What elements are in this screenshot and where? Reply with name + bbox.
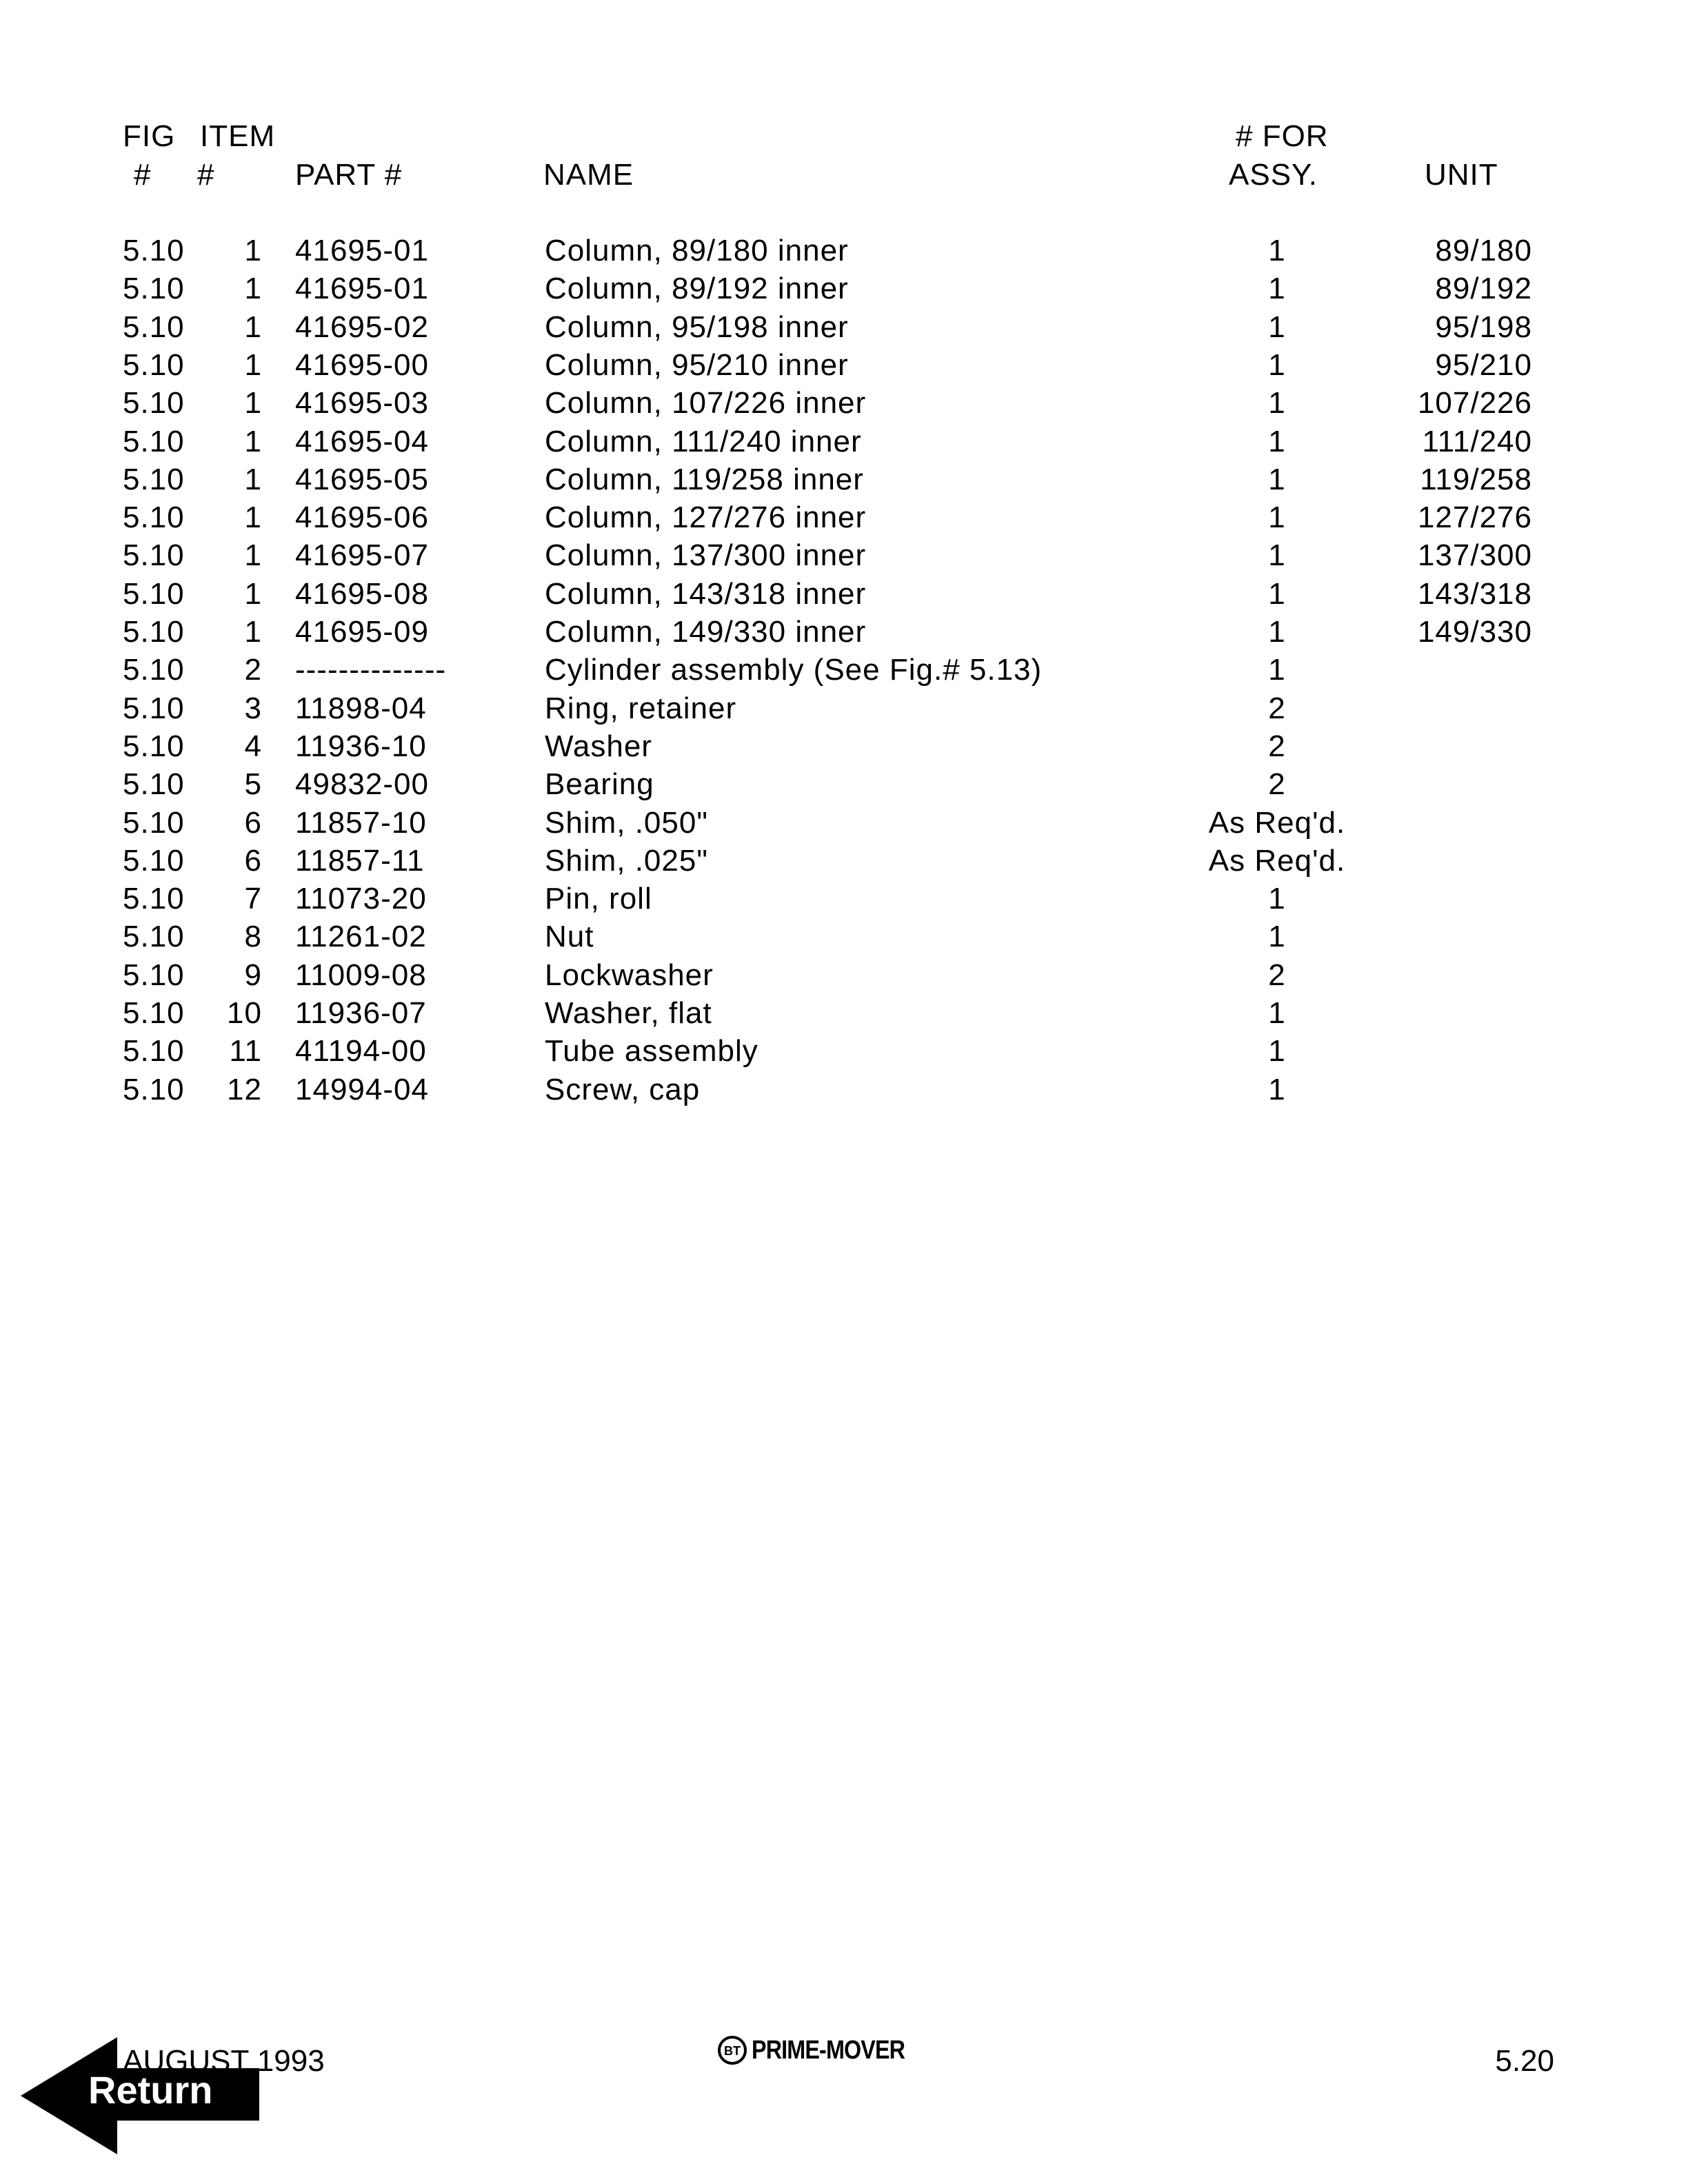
cell-assy: 1 xyxy=(1268,996,1286,1030)
cell-fig: 5.10 xyxy=(123,1072,185,1106)
table-row xyxy=(0,423,1688,461)
cell-fig: 5.10 xyxy=(123,462,185,496)
cell-part: 49832-00 xyxy=(295,767,429,802)
cell-part: -------------- xyxy=(295,653,447,687)
cell-name: Shim, .025" xyxy=(545,843,708,878)
cell-assy: As Req'd. xyxy=(1208,843,1346,878)
cell-item: 8 xyxy=(244,920,262,954)
cell-part: 11857-10 xyxy=(295,805,427,840)
cell-item: 1 xyxy=(244,501,262,535)
cell-name: Tube assembly xyxy=(545,1034,758,1069)
cell-unit: 127/276 xyxy=(1417,501,1532,535)
cell-name: Washer, flat xyxy=(545,996,712,1030)
cell-item: 1 xyxy=(244,615,262,649)
cell-assy: 1 xyxy=(1268,234,1286,267)
cell-fig: 5.10 xyxy=(123,843,185,878)
cell-item: 1 xyxy=(244,272,262,306)
cell-item: 10 xyxy=(227,996,262,1030)
table-row xyxy=(0,804,1688,842)
table-row xyxy=(0,842,1688,880)
cell-name: Column, 111/240 inner xyxy=(545,424,862,458)
cell-unit: 137/300 xyxy=(1417,538,1532,573)
cell-assy: 2 xyxy=(1268,729,1286,763)
cell-assy: 1 xyxy=(1268,882,1286,916)
cell-name: Column, 95/210 inner xyxy=(545,347,849,382)
cell-part: 11009-08 xyxy=(295,958,427,992)
cell-item: 1 xyxy=(244,424,262,458)
cell-assy: 1 xyxy=(1268,272,1286,306)
cell-name: Column, 119/258 inner xyxy=(545,462,864,496)
cell-name: Bearing xyxy=(545,767,654,802)
cell-assy: 1 xyxy=(1268,1034,1286,1069)
cell-fig: 5.10 xyxy=(123,347,185,382)
cell-fig: 5.10 xyxy=(123,729,185,763)
cell-item: 3 xyxy=(244,691,262,725)
header-fig-line1: FIG xyxy=(123,119,176,153)
cell-part: 41695-07 xyxy=(295,538,429,573)
cell-fig: 5.10 xyxy=(123,920,185,954)
cell-assy: 2 xyxy=(1268,767,1286,802)
table-row xyxy=(0,575,1688,613)
header-assy: ASSY. xyxy=(1229,158,1318,192)
cell-fig: 5.10 xyxy=(123,615,185,649)
cell-fig: 5.10 xyxy=(123,310,185,344)
cell-item: 4 xyxy=(244,729,262,763)
cell-name: Column, 95/198 inner xyxy=(545,310,849,344)
header-part: PART # xyxy=(295,158,403,192)
cell-name: Lockwasher xyxy=(545,958,714,992)
cell-part: 11936-10 xyxy=(295,729,427,763)
cell-part: 41194-00 xyxy=(295,1034,427,1069)
header-item-line1: ITEM xyxy=(200,119,276,153)
table-row xyxy=(0,956,1688,994)
table-row xyxy=(0,651,1688,689)
header-name: NAME xyxy=(543,158,634,192)
table-row xyxy=(0,689,1688,727)
cell-part: 11261-02 xyxy=(295,920,427,954)
table-row xyxy=(0,536,1688,574)
cell-part: 41695-04 xyxy=(295,424,429,458)
table-row xyxy=(0,880,1688,918)
cell-assy: 1 xyxy=(1268,1072,1286,1106)
cell-item: 1 xyxy=(244,576,262,611)
header-unit: UNIT xyxy=(1425,158,1498,192)
table-row xyxy=(0,498,1688,536)
cell-fig: 5.10 xyxy=(123,691,185,725)
cell-item: 12 xyxy=(227,1072,262,1106)
cell-item: 11 xyxy=(229,1034,262,1069)
table-row xyxy=(0,727,1688,765)
cell-assy: 1 xyxy=(1268,310,1286,344)
cell-unit: 89/180 xyxy=(1435,234,1532,267)
cell-part: 41695-08 xyxy=(295,576,429,611)
cell-assy: 1 xyxy=(1268,576,1286,611)
cell-part: 11936-07 xyxy=(295,996,427,1030)
cell-part: 11898-04 xyxy=(295,691,427,725)
cell-fig: 5.10 xyxy=(123,996,185,1030)
cell-part: 41695-03 xyxy=(295,386,429,421)
cell-assy: 1 xyxy=(1268,501,1286,535)
cell-name: Ring, retainer xyxy=(545,691,737,725)
cell-fig: 5.10 xyxy=(123,501,185,535)
cell-fig: 5.10 xyxy=(123,653,185,687)
cell-name: Column, 137/300 inner xyxy=(545,538,867,573)
cell-part: 41695-00 xyxy=(295,347,429,382)
cell-part: 41695-06 xyxy=(295,501,429,535)
table-row xyxy=(0,384,1688,422)
table-row xyxy=(0,270,1688,307)
cell-item: 1 xyxy=(244,538,262,573)
prime-mover-logo xyxy=(717,2035,932,2065)
footer-date: AUGUST 1993 xyxy=(123,2044,325,2078)
cell-fig: 5.10 xyxy=(123,424,185,458)
cell-part: 41695-01 xyxy=(295,272,429,306)
svg-text:BT: BT xyxy=(724,2044,741,2058)
header-for-line1: # FOR xyxy=(1236,119,1329,153)
cell-unit: 95/198 xyxy=(1435,310,1532,344)
cell-assy: 1 xyxy=(1268,462,1286,496)
cell-item: 5 xyxy=(244,767,262,802)
cell-item: 2 xyxy=(244,653,262,687)
table-row xyxy=(0,461,1688,498)
table-row xyxy=(0,1032,1688,1070)
table-row xyxy=(0,232,1688,270)
cell-unit: 107/226 xyxy=(1417,386,1532,421)
cell-fig: 5.10 xyxy=(123,272,185,306)
cell-assy: 1 xyxy=(1268,538,1286,573)
table-row xyxy=(0,613,1688,651)
cell-fig: 5.10 xyxy=(123,958,185,992)
cell-fig: 5.10 xyxy=(123,805,185,840)
cell-fig: 5.10 xyxy=(123,538,185,573)
cell-part: 41695-02 xyxy=(295,310,429,344)
cell-fig: 5.10 xyxy=(123,767,185,802)
cell-name: Column, 127/276 inner xyxy=(545,501,867,535)
cell-part: 14994-04 xyxy=(295,1072,429,1106)
cell-name: Column, 107/226 inner xyxy=(545,386,867,421)
cell-assy: As Req'd. xyxy=(1208,805,1346,840)
cell-fig: 5.10 xyxy=(123,386,185,421)
cell-item: 9 xyxy=(244,958,262,992)
table-row xyxy=(0,346,1688,384)
cell-fig: 5.10 xyxy=(123,234,185,267)
cell-assy: 1 xyxy=(1268,653,1286,687)
cell-unit: 143/318 xyxy=(1417,576,1532,611)
cell-assy: 2 xyxy=(1268,958,1286,992)
cell-part: 41695-05 xyxy=(295,462,429,496)
cell-name: Pin, roll xyxy=(545,882,652,916)
table-row xyxy=(0,308,1688,346)
cell-name: Column, 89/180 inner xyxy=(545,234,849,267)
table-row xyxy=(0,1071,1688,1109)
cell-assy: 1 xyxy=(1268,424,1286,458)
table-row xyxy=(0,994,1688,1032)
cell-unit: 95/210 xyxy=(1435,347,1532,382)
cell-item: 1 xyxy=(244,234,262,267)
cell-part: 11857-11 xyxy=(295,843,425,878)
return-label: Return xyxy=(88,2068,213,2112)
cell-fig: 5.10 xyxy=(123,576,185,611)
page-number: 5.20 xyxy=(1495,2044,1554,2078)
cell-item: 1 xyxy=(244,462,262,496)
cell-part: 41695-09 xyxy=(295,615,429,649)
cell-unit: 89/192 xyxy=(1435,272,1532,306)
cell-unit: 149/330 xyxy=(1417,615,1532,649)
cell-name: Shim, .050" xyxy=(545,805,708,840)
cell-part: 41695-01 xyxy=(295,234,429,267)
cell-name: Column, 143/318 inner xyxy=(545,576,867,611)
cell-assy: 1 xyxy=(1268,920,1286,954)
cell-name: Column, 89/192 inner xyxy=(545,272,849,306)
cell-name: Screw, cap xyxy=(545,1072,701,1106)
table-row xyxy=(0,918,1688,956)
table-row xyxy=(0,765,1688,803)
cell-item: 6 xyxy=(244,843,262,878)
cell-item: 6 xyxy=(244,805,262,840)
cell-unit: 119/258 xyxy=(1420,462,1532,496)
bt-badge-icon xyxy=(717,2035,747,2065)
cell-item: 1 xyxy=(244,386,262,421)
cell-name: Column, 149/330 inner xyxy=(545,615,867,649)
cell-part: 11073-20 xyxy=(295,882,427,916)
header-item-line2: # xyxy=(197,158,215,192)
cell-item: 1 xyxy=(244,310,262,344)
cell-assy: 1 xyxy=(1268,386,1286,421)
cell-unit: 111/240 xyxy=(1422,424,1532,458)
logo-text: PRIME-MOVER xyxy=(752,2035,905,2065)
cell-assy: 1 xyxy=(1268,615,1286,649)
cell-fig: 5.10 xyxy=(123,882,185,916)
cell-name: Washer xyxy=(545,729,652,763)
cell-name: Cylinder assembly (See Fig.# 5.13) xyxy=(545,653,1043,687)
cell-assy: 1 xyxy=(1268,347,1286,382)
cell-assy: 2 xyxy=(1268,691,1286,725)
cell-item: 1 xyxy=(244,347,262,382)
cell-item: 7 xyxy=(244,882,262,916)
cell-name: Nut xyxy=(545,920,594,954)
cell-fig: 5.10 xyxy=(123,1034,185,1069)
header-fig-line2: # xyxy=(134,158,152,192)
